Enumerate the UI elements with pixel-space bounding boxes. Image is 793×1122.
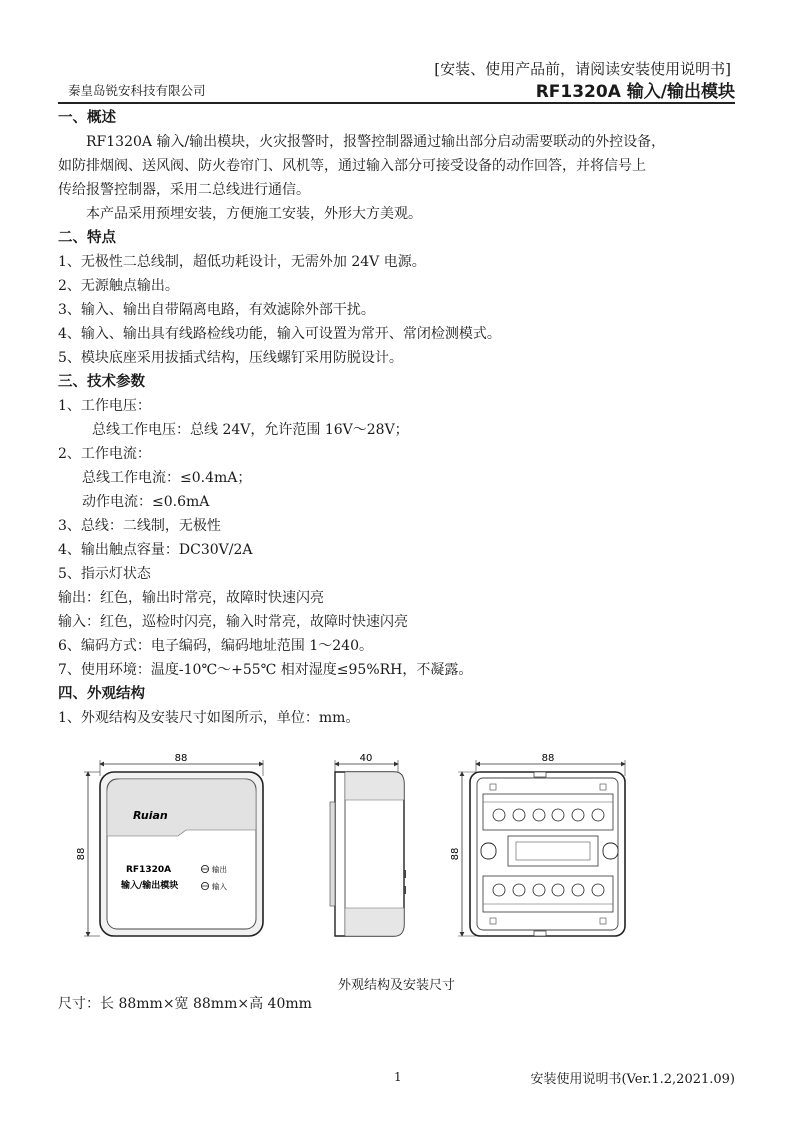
- page-number: 1: [394, 1070, 402, 1084]
- appearance-line: 1、外观结构及安装尺寸如图所示，单位：mm。: [58, 710, 360, 726]
- spec-voltage-detail: 总线工作电压：总线 24V，允许范围 16V～28V；: [92, 422, 409, 438]
- section-heading-specs: 三、技术参数: [58, 374, 145, 390]
- spec-current: 2、工作电流：: [58, 446, 151, 462]
- company-name: 秦皇岛锐安科技有限公司: [68, 83, 206, 98]
- drawing-svg: [58, 742, 738, 962]
- side-view: [330, 753, 406, 936]
- header-rule: [58, 102, 735, 104]
- feature-item: 5、模块底座采用拔插式结构，压线螺钉采用防脱设计。: [58, 350, 403, 366]
- spec-contact-capacity: 4、输出触点容量：DC30V/2A: [58, 542, 253, 558]
- version-footer: 安装使用说明书(Ver.1.2,2021.09): [530, 1072, 735, 1087]
- overview-line: 传给报警控制器，采用二总线进行通信。: [58, 182, 310, 198]
- spec-current-bus: 总线工作电流：≤0.4mA；: [82, 470, 252, 486]
- header-note: [安装、使用产品前，请阅读安装使用说明书]: [434, 60, 731, 78]
- feature-item: 1、无极性二总线制，超低功耗设计，无需外加 24V 电源。: [58, 254, 426, 270]
- front-product-label: 输入/输出模块: [121, 881, 179, 891]
- dimensions-line: 尺寸：长 88mm×宽 88mm×高 40mm: [58, 996, 312, 1012]
- section-heading-overview: 一、概述: [58, 110, 116, 126]
- front-view: [76, 753, 263, 936]
- spec-indicator-output: 输出：红色，输出时常亮，故障时快速闪亮: [58, 590, 324, 606]
- feature-item: 4、输入、输出具有线路检线功能，输入可设置为常开、常闭检测模式。: [58, 326, 501, 342]
- overview-line: RF1320A 输入/输出模块，火灾报警时，报警控制器通过输出部分启动需要联动的外控设备，: [86, 134, 666, 150]
- front-height-label: 88: [76, 847, 87, 861]
- back-view: [450, 753, 625, 936]
- spec-indicator: 5、指示灯状态: [58, 566, 151, 582]
- spec-environment: 7、使用环境：温度-10℃～+55℃ 相对湿度≤95%RH，不凝露。: [58, 662, 473, 678]
- front-model-label: RF1320A: [126, 865, 172, 875]
- document-body: [58, 106, 738, 730]
- back-height-label: 88: [450, 847, 461, 861]
- spec-voltage: 1、工作电压：: [58, 398, 151, 414]
- feature-item: 3、输入、输出自带隔离电路，有效滤除外部干扰。: [58, 302, 375, 318]
- back-width-label: 88: [541, 753, 555, 764]
- spec-encoding: 6、编码方式：电子编码，编码地址范围 1～240。: [58, 638, 373, 654]
- document-title: RF1320A 输入/输出模块: [535, 82, 735, 102]
- front-width-label: 88: [174, 753, 188, 764]
- spec-current-action: 动作电流：≤0.6mA: [82, 494, 210, 510]
- appearance-drawings: [58, 742, 738, 962]
- section-heading-features: 二、特点: [58, 230, 116, 246]
- section-heading-appearance: 四、外观结构: [58, 686, 145, 702]
- overview-paragraph: 本产品采用预埋安装，方便施工安装，外形大方美观。: [86, 206, 422, 222]
- front-top-shade: [107, 779, 256, 836]
- brand-logo: Ruian: [133, 809, 168, 822]
- feature-item: 2、无源触点输出。: [58, 278, 179, 294]
- figure-caption: 外观结构及安装尺寸: [337, 978, 455, 993]
- side-depth-label: 40: [359, 753, 373, 764]
- spec-indicator-input: 输入：红色，巡检时闪亮，输入时常亮，故障时快速闪亮: [58, 614, 408, 630]
- spec-bus: 3、总线：二线制，无极性: [58, 518, 221, 534]
- led-output-label: 输出: [212, 865, 227, 874]
- overview-line: 如防排烟阀、送风阀、防火卷帘门、风机等，通过输入部分可接受设备的动作回答，并将信号上: [58, 158, 646, 174]
- led-input-label: 输入: [212, 882, 227, 891]
